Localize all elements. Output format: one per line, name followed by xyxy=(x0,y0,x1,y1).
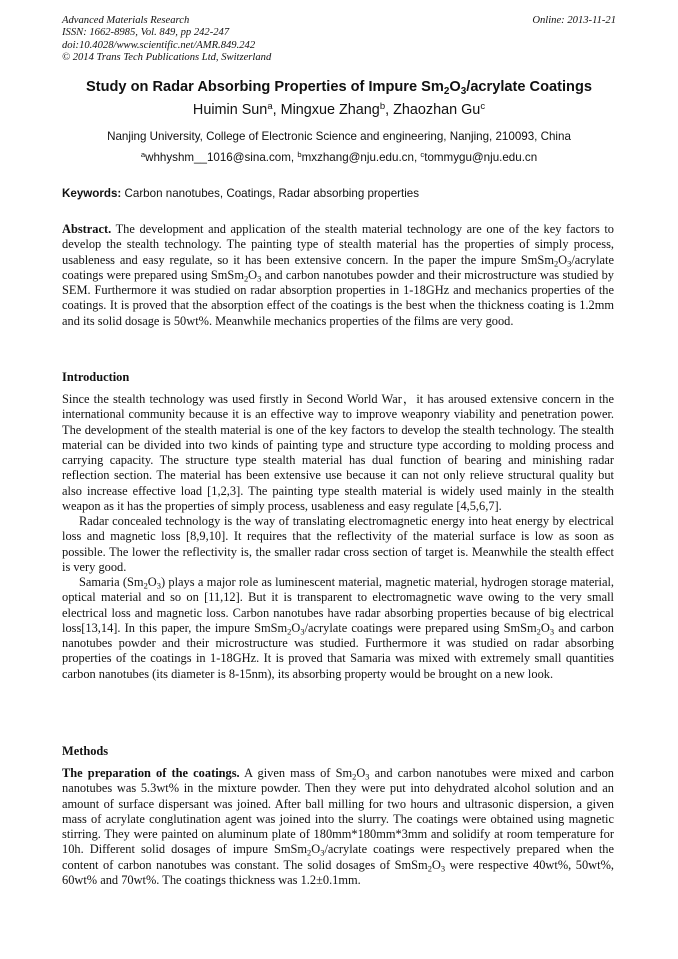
online-date: Online: 2013-11-21 xyxy=(532,15,616,26)
introduction-body xyxy=(62,392,614,682)
section-heading-introduction: Introduction xyxy=(62,370,130,384)
abstract-paragraph: Abstract. The development and application of the stealth material technology are one of the key factors to develop the stealth technology. The painting type of stealth material has the properties of simply process, usableness and easy regulate, so it has been extensive concern. In the paper the impure $SmSm_2O_3$/acrylate coatings were prepared using $SmSm_2O_3$ and carbon nanotubes powder and their microstructure was studied by SEM. Furthermore it was studied on radar absorption properties in 1-18GHz and mechanics properties of the coatings. It is proved that the absorption effect of the coatings is the best when the thickness coating is 1.2mm and its solid dosage is 50wt%. Meanwhile mechanics properties of the films are very good. xyxy=(62,222,614,328)
keywords-text: Carbon nanotubes, Coatings, Radar absorbing properties xyxy=(121,187,420,200)
email-link[interactable]: mxzhang@nju.edu.cn xyxy=(301,151,414,164)
author: Huimin Sun xyxy=(192,102,268,118)
affiliation: Nanjing University, College of Electronic Science and engineering, Nanjing, 210093, China xyxy=(107,130,571,143)
author: Zhaozhan Gu xyxy=(393,102,481,118)
author: Mingxue Zhang xyxy=(280,102,380,118)
journal-header xyxy=(62,15,618,64)
copyright-line: © 2014 Trans Tech Publications Ltd, Switzerland xyxy=(62,51,272,63)
intro-paragraph: Since the stealth technology was used firstly in Second World War，it has aroused extensive concern in the international community because it is an effective way to improve weaponry viability and penetration power. The development of the stealth material is one of the key factors to develop the stealth technology. The stealth material can be divided into two kinds of painting type and structure type according to molding process and carrying capacity. The structure type stealth material has dual function of bearing and minishing radar reflection section. The material has been extensive use because it can not only relieve structural quality but also increase effective load [1,2,3]. The painting type stealth material is widely used mainly in the stealth weapon as it has the properties of simply process, usableness and easy regulate [4,5,6,7]. xyxy=(62,392,614,513)
keywords-line xyxy=(62,187,419,200)
section-heading-methods: Methods xyxy=(62,744,109,758)
intro-paragraph: Samaria $(Sm_2O_3)$ plays a major role as luminescent material, magnetic material, hydrogen storage material, optical material and so on [11,12]. But it is transparent to electromagnetic wave owing to the very small electrical loss and magnetic loss. Carbon nanotubes have radar absorbing properties because of big electrical loss[13,14]. In this paper, the impure $SmSm_2O_3$/acrylate coatings were prepared using $SmSm_2O_3$ and carbon nanotubes powder and their microstructure was studied. Furthermore it was studied on radar absorbing properties of the coatings in 1-18GHz. It is proved that Samaria was mixed with extremely small quantities carbon nanotubes (its diameter is 8-15nm), its absorbing property would be brought on a new look. xyxy=(62,575,615,681)
paper-title: Study on Radar Absorbing Properties of Impure $Sm_2O_3$/acrylate Coatings xyxy=(86,79,592,97)
journal-name: Advanced Materials Research xyxy=(62,15,190,26)
author-emails: $^a$whhyshm__1016@sina.com, $^b$mxzhang@nju.edu.cn, $^c$tommygu@nju.edu.cn xyxy=(140,149,538,164)
doi-line: doi:10.4028/www.scientific.net/AMR.849.242 xyxy=(62,39,256,51)
email-link[interactable]: tommygu@nju.edu.cn xyxy=(424,151,538,164)
email-link[interactable]: whhyshm__1016@sina.com xyxy=(145,151,291,164)
abstract-label: Abstract. xyxy=(62,222,112,236)
issn-line: ISSN: 1662-8985, Vol. 849, pp 242-247 xyxy=(62,27,230,39)
subsection-runin-heading: The preparation of the coatings. xyxy=(62,766,240,780)
keywords-label: Keywords: xyxy=(62,187,122,200)
intro-paragraph: Radar concealed technology is the way of translating electromagnetic energy into heat energy by electrical loss and magnetic loss [8,9,10]. It requires that the reflectivity of the material surface is low as soon as possible. The lower the reflectivity is, the smaller radar cross section of target is. Meanwhile the stealth effect is very good. xyxy=(62,514,614,574)
author-list: Huimin Sun$^a$, Mingxue Zhang$^b$, Zhaozhan Gu$^c$ xyxy=(192,100,486,118)
methods-paragraph: The preparation of the coatings. A given mass of $Sm_2O_3$ and carbon nanotubes were mixed and carbon nanotubes was 5.3wt% in the mixture powder. Then they were put into dehydrated alcohol solution and an amount of surface dispersant was joined. After ball milling for two hours and ultrasonic dispersion, a given mass of acrylate conglutination agent was joined into the slurry. The coatings were obtained using magnetic stirring. They were painted on aluminum plate of 180mm*180mm*3mm and solidify at room temperature for 10h. Different solid dosages of impure $SmSm_2O_3$/acrylate coatings were respectively prepared when the content of carbon nanotubes was constant. The solid dosages of $SmSm_2O_3$ were respective 40wt%, 50wt%, 60wt% and 70wt%. The coatings thickness was 1.2±0.1mm. xyxy=(62,766,614,887)
